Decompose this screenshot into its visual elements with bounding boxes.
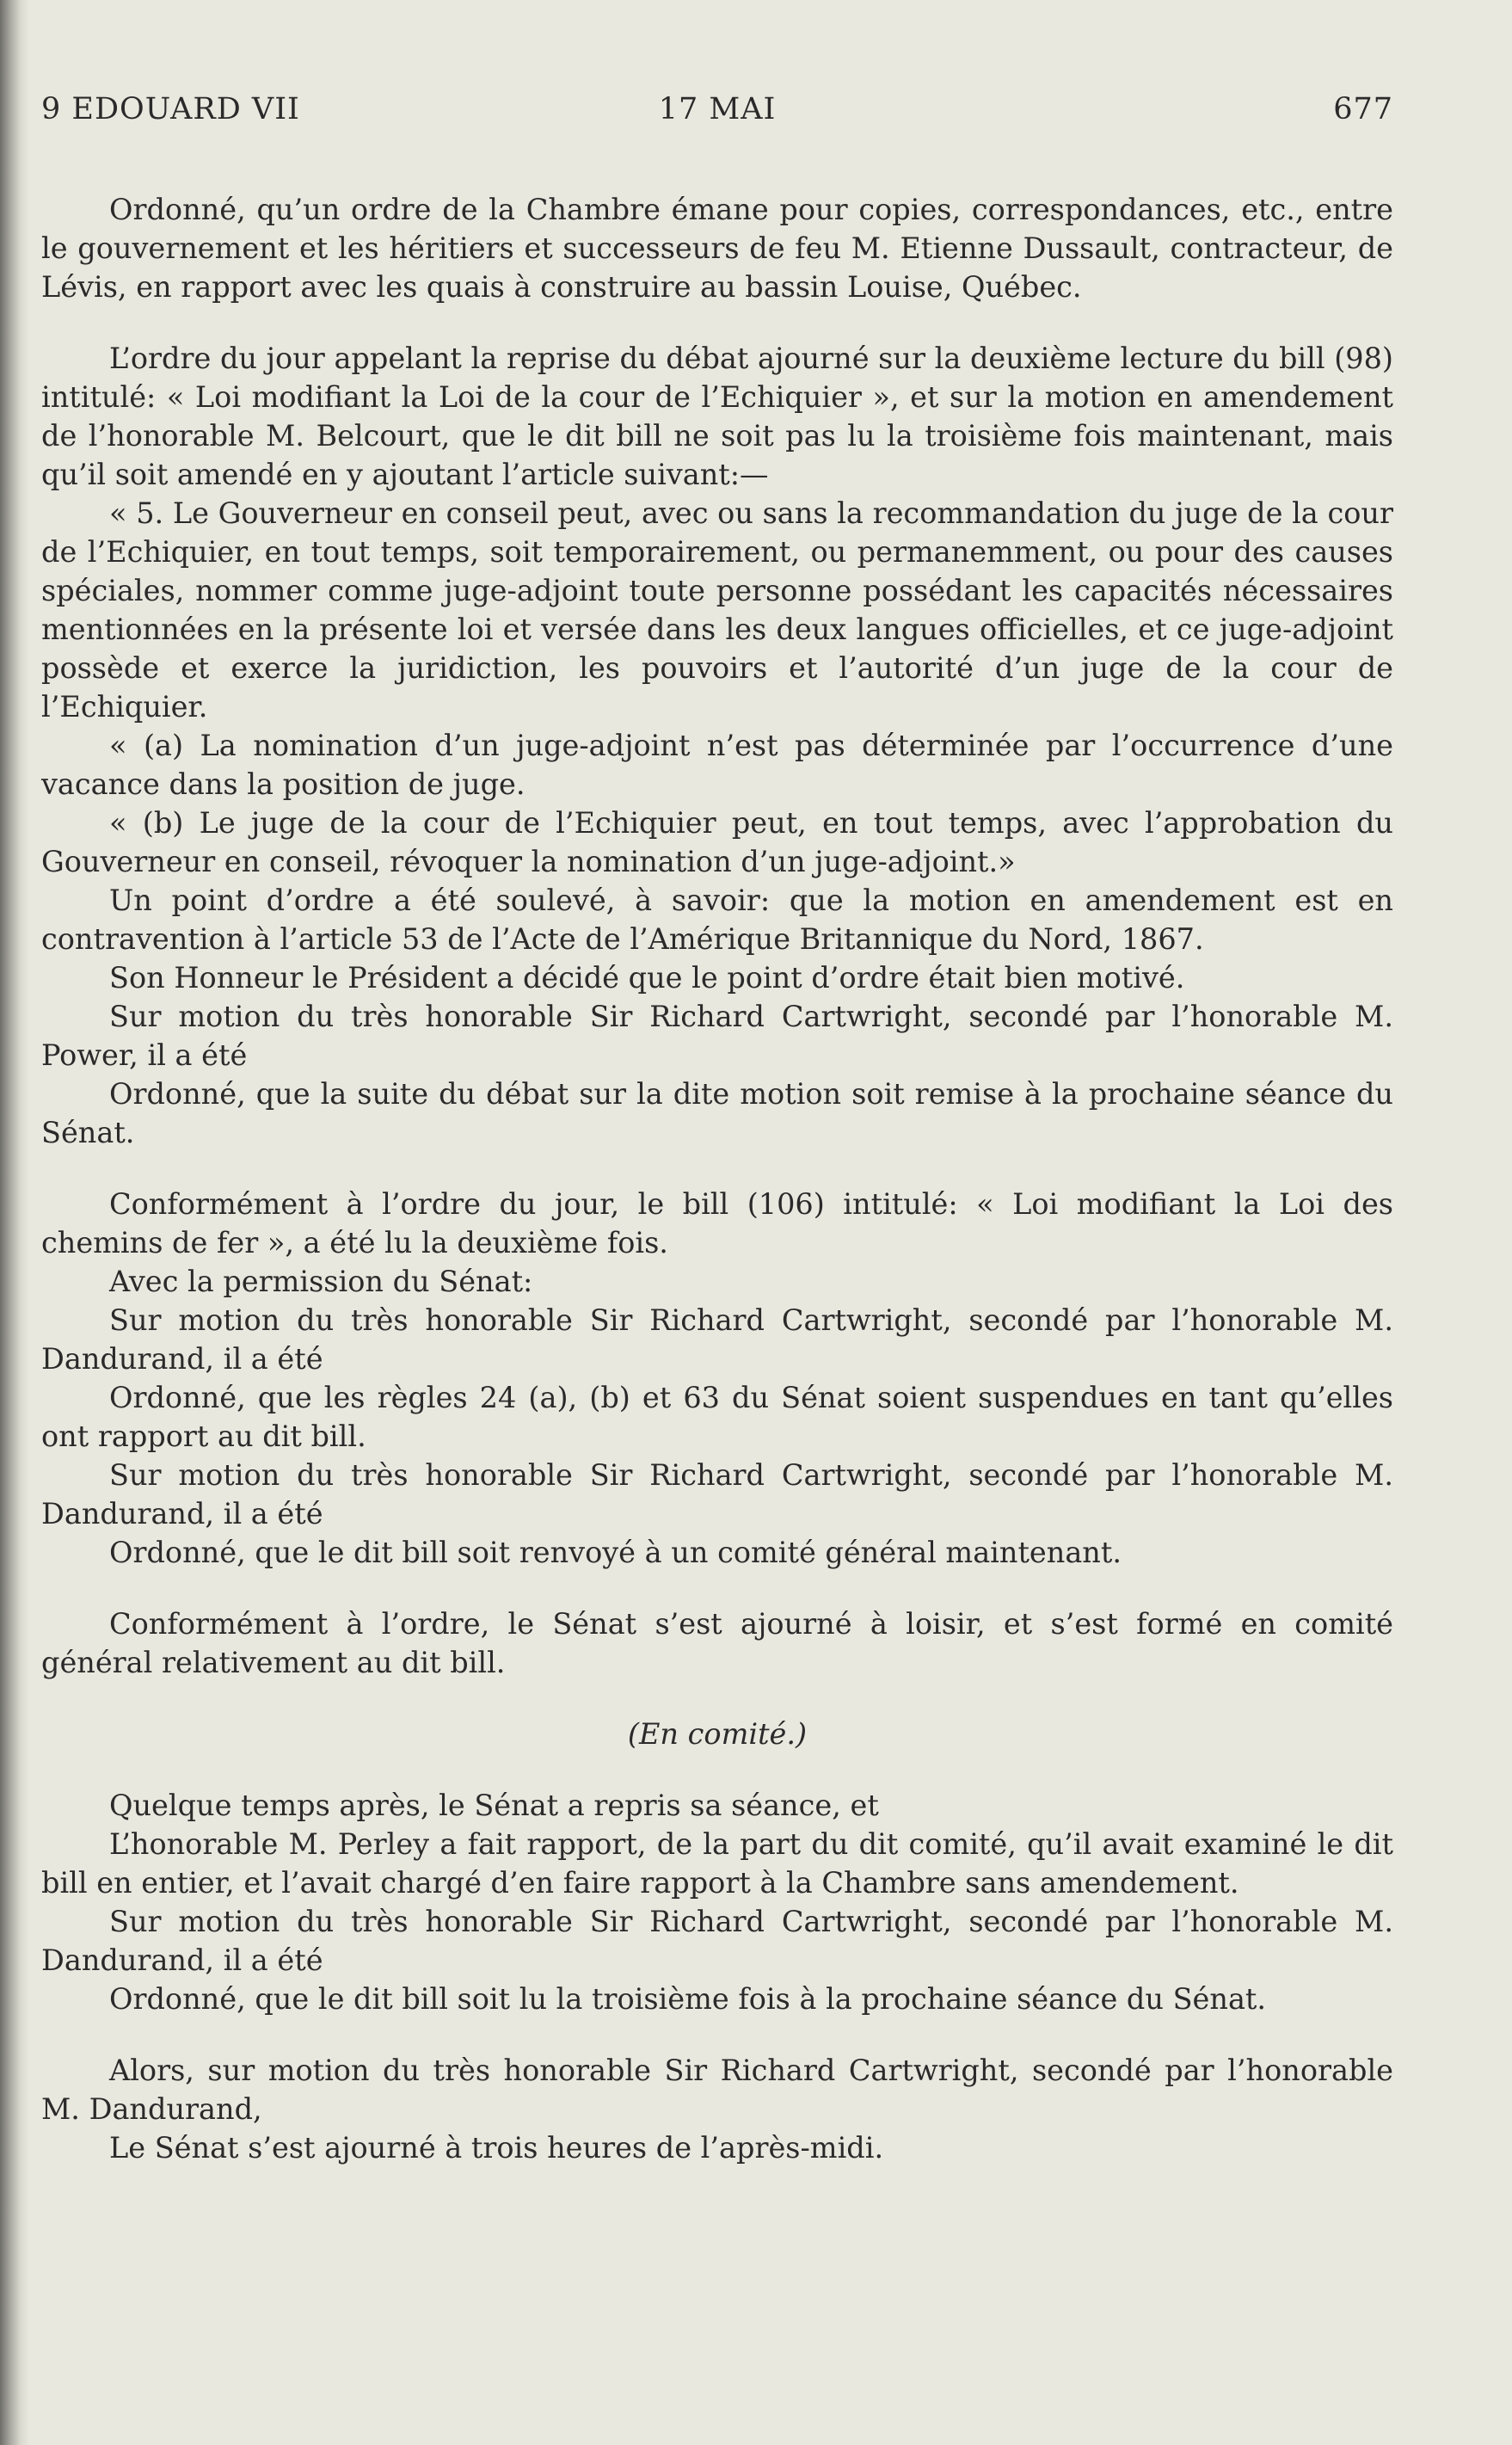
running-header bbox=[41, 90, 1393, 133]
page-binding-edge bbox=[0, 0, 29, 2445]
journal-body-continued bbox=[41, 1786, 1393, 2167]
paragraph: Le Sénat s’est ajourné à trois heures de l’après-midi. bbox=[109, 2131, 884, 2165]
paragraph: Ordonné, que les règles 24 (a), (b) et 63 du Sénat soient suspendues en tant qu’elles ont rapport au dit bill. bbox=[41, 1381, 1393, 1453]
committee-heading: (En comité.) bbox=[627, 1717, 808, 1751]
paragraph: Avec la permission du Sénat: bbox=[109, 1265, 533, 1298]
paragraph: Sur motion du très honorable Sir Richard Cartwright, secondé par l’honorable M. Dandurand, il a été bbox=[41, 1458, 1393, 1530]
paragraph: Alors, sur motion du très honorable Sir Richard Cartwright, secondé par l’honorable M. Dandurand, bbox=[41, 2054, 1393, 2126]
paragraph: Conformément à l’ordre du jour, le bill (106) intitulé: « Loi modifiant la Loi des chemins de fer », a été lu la deuxième fois. bbox=[41, 1187, 1393, 1259]
paragraph: Ordonné, qu’un ordre de la Chambre émane pour copies, correspondances, etc., entre le gouvernement et les héritiers et successeurs de feu M. Etienne Dussault, contracteur, de Lévis, en rapport avec les quais à construire au bassin Louise, Québec. bbox=[41, 193, 1393, 304]
regnal-year: 9 EDOUARD VII bbox=[41, 92, 300, 126]
paragraph: « (b) Le juge de la cour de l’Echiquier peut, en tout temps, avec l’approbation du Gouverneur en conseil, révoquer la nomination d’un juge-adjoint.» bbox=[41, 806, 1393, 878]
paragraph: « (a) La nomination d’un juge-adjoint n’est pas déterminée par l’occurrence d’une vacance dans la position de juge. bbox=[41, 729, 1393, 801]
paragraph: Ordonné, que la suite du débat sur la dite motion soit remise à la prochaine séance du Sénat. bbox=[41, 1077, 1393, 1149]
paragraph: « 5. Le Gouverneur en conseil peut, avec ou sans la recommandation du juge de la cour de l’Echiquier, en tout temps, soit temporairement, ou permanemment, ou pour des causes spéciales, nommer comme juge-adjoint toute personne possédant les capacités nécessaires mentionnées en la présente loi et versée dans les deux langues officielles, et ce juge-adjoint possède et exerce la juridiction, les pouvoirs et l’autorité d’un juge de la cour de l’Echiquier. bbox=[41, 496, 1393, 724]
paragraph: L’ordre du jour appelant la reprise du débat ajourné sur la deuxième lecture du bill (98) intitulé: « Loi modifiant la Loi de la cour de l’Echiquier », et sur la motion en amendement de l’honorable M. Belcourt, que le dit bill ne soit pas lu la troisième fois maintenant, mais qu’il soit amendé en y ajoutant l’article suivant:— bbox=[41, 342, 1393, 491]
paragraph: Sur motion du très honorable Sir Richard Cartwright, secondé par l’honorable M. Dandurand, il a été bbox=[41, 1905, 1393, 1977]
journal-body bbox=[41, 190, 1393, 1682]
paragraph: Son Honneur le Président a décidé que le point d’ordre était bien motivé. bbox=[109, 961, 1185, 995]
paragraph: Conformément à l’ordre, le Sénat s’est ajourné à loisir, et s’est formé en comité général relativement au dit bill. bbox=[41, 1607, 1393, 1679]
date-heading: 17 MAI bbox=[658, 92, 777, 126]
paragraph: Un point d’ordre a été soulevé, à savoir: que la motion en amendement est en contravention à l’article 53 de l’Acte de l’Amérique Britannique du Nord, 1867. bbox=[41, 884, 1393, 956]
paragraph: Ordonné, que le dit bill soit lu la troisième fois à la prochaine séance du Sénat. bbox=[109, 1982, 1267, 2016]
paragraph: L’honorable M. Perley a fait rapport, de la part du dit comité, qu’il avait examiné le dit bill en entier, et l’avait chargé d’en faire rapport à la Chambre sans amendement. bbox=[41, 1827, 1393, 1900]
paragraph: Sur motion du très honorable Sir Richard Cartwright, secondé par l’honorable M. Power, il a été bbox=[41, 1000, 1393, 1072]
page-number: 677 bbox=[1333, 92, 1393, 126]
paragraph: Sur motion du très honorable Sir Richard Cartwright, secondé par l’honorable M. Dandurand, il a été bbox=[41, 1303, 1393, 1376]
document-page bbox=[41, 90, 1393, 2167]
paragraph: Quelque temps après, le Sénat a repris sa séance, et bbox=[109, 1789, 879, 1822]
paragraph: Ordonné, que le dit bill soit renvoyé à un comité général maintenant. bbox=[109, 1536, 1122, 1569]
